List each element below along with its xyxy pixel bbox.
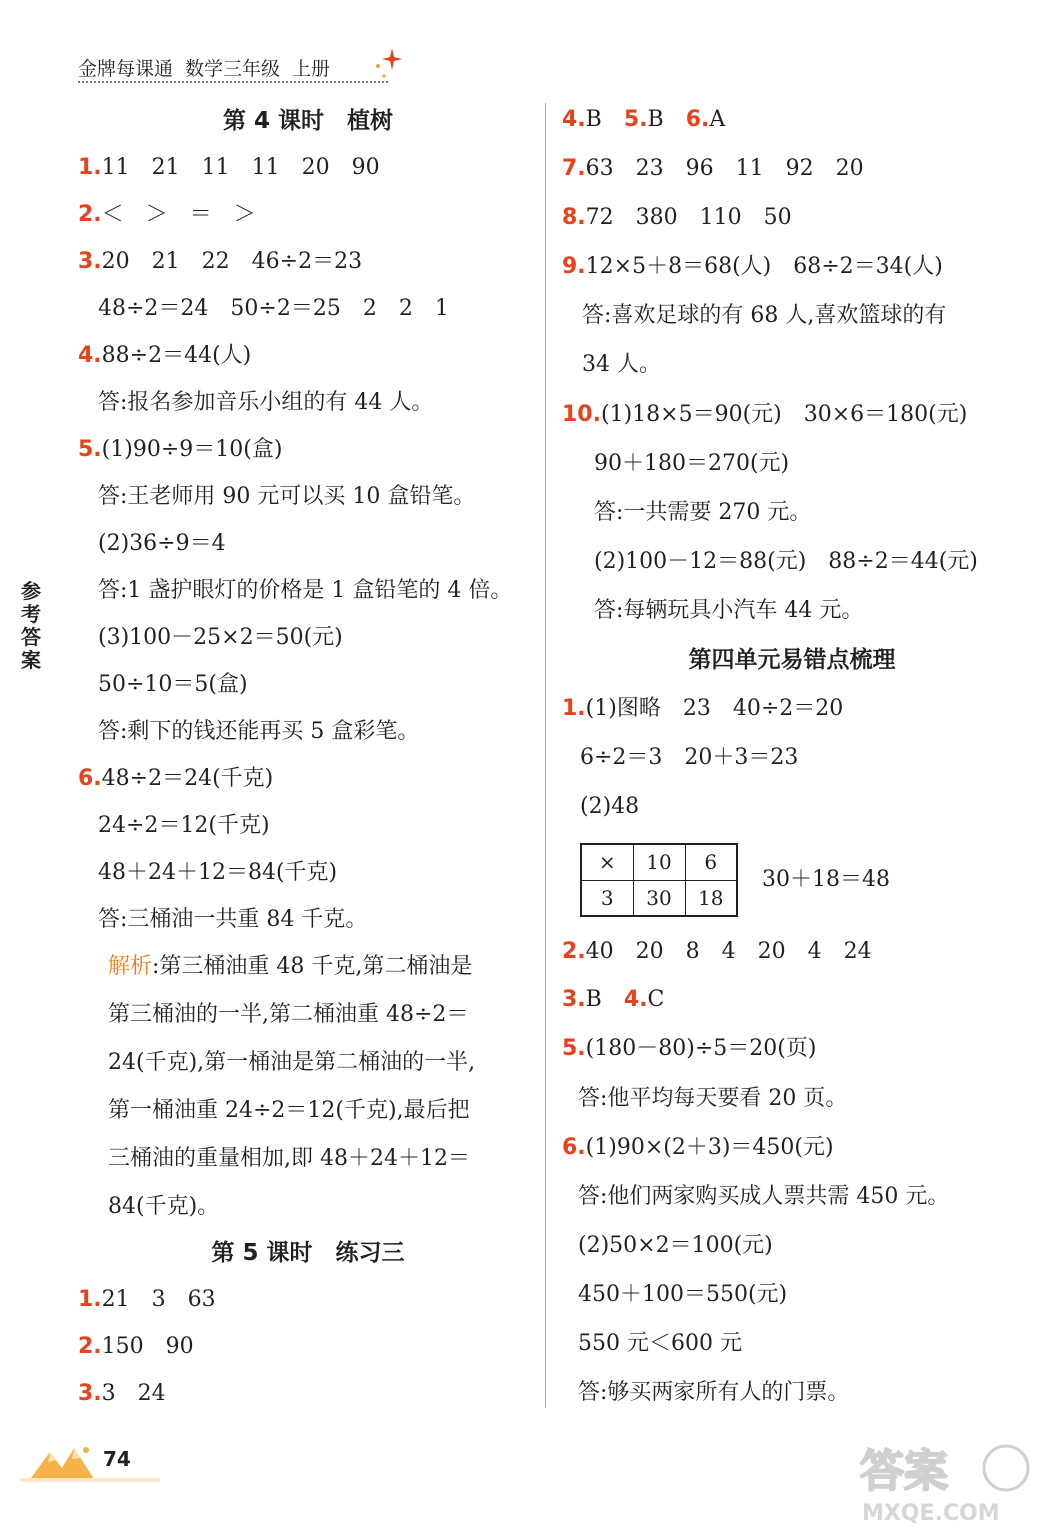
answer-line: 90＋180＝270(元): [594, 451, 790, 476]
answer-line: [78, 764, 273, 794]
answer-text: B: [647, 107, 664, 132]
answer-line: [562, 694, 843, 724]
answer-line: 450＋100＝550(元): [578, 1282, 788, 1307]
analysis-label: 解析: [108, 954, 153, 979]
answer-text: C: [647, 987, 665, 1012]
table-row: [581, 880, 737, 916]
answer-text: (1)图略 23 40÷2＝20: [585, 696, 844, 721]
side-label: 参考答案: [21, 579, 41, 672]
column-divider: [545, 103, 546, 1408]
answer-line: 6÷2＝3 20＋3＝23: [580, 745, 799, 770]
analysis-line: 24(千克),第一桶油是第二桶油的一半,: [108, 1050, 476, 1075]
answer-text: 12×5＋8＝68(人) 68÷2＝34(人): [585, 254, 943, 279]
watermark-bottom-text: MXQE.COM: [862, 1501, 1000, 1526]
question-number: 2.: [78, 202, 102, 227]
answer-line: 答:1 盏护眼灯的价格是 1 盒铅笔的 4 倍。: [98, 578, 513, 603]
header-title: [78, 54, 342, 81]
page-number: 74: [103, 1447, 131, 1471]
answer-text: 48÷2＝24(千克): [101, 766, 274, 791]
answer-line: 30＋18＝48: [762, 867, 890, 892]
table-row: [581, 844, 737, 880]
section-heading: 第 4 课时 植树: [222, 108, 394, 134]
question-number: 4.: [78, 343, 102, 368]
answer-text: (180－80)÷5＝20(页): [585, 1036, 817, 1061]
answer-line: 答:够买两家所有人的门票。: [578, 1380, 850, 1405]
answer-line: [78, 435, 282, 465]
answer-text: 88÷2＝44(人): [101, 343, 252, 368]
question-number: 4.: [562, 107, 586, 132]
answer-line: 34 人。: [582, 352, 661, 377]
question-number: 2.: [78, 1334, 102, 1359]
question-number: 1.: [78, 155, 102, 180]
answer-line: [78, 153, 380, 183]
table-cell: 10: [633, 844, 685, 880]
answer-line: (2)48: [580, 794, 640, 819]
answer-line: [562, 252, 943, 282]
answer-text: (1)90×(2＋3)＝450(元): [585, 1135, 834, 1160]
multiplication-table: [580, 843, 738, 917]
analysis-line: 第一桶油重 24÷2＝12(千克),最后把: [108, 1098, 470, 1123]
answer-line: 答:每辆玩具小汽车 44 元。: [594, 598, 864, 623]
answer-line: [562, 400, 967, 430]
answer-text: 3 24: [101, 1381, 166, 1406]
question-number: 5.: [78, 437, 102, 462]
answer-line: 答:喜欢足球的有 68 人,喜欢篮球的有: [582, 303, 947, 328]
answer-line: [562, 203, 792, 233]
answer-line: (3)100－25×2＝50(元): [98, 625, 343, 650]
answer-text: B: [585, 107, 602, 132]
question-number: 7.: [562, 156, 586, 181]
answer-text: 72 380 110 50: [585, 205, 792, 230]
header-divider: [78, 81, 388, 83]
answer-text: 40 20 8 4 20 4 24: [585, 939, 872, 964]
page-header: [78, 52, 548, 92]
answer-line: 答:一共需要 270 元。: [594, 500, 812, 525]
answer-text: ＜ ＞ ＝ ＞: [101, 202, 256, 227]
question-number: 6.: [685, 107, 710, 132]
question-number: 5.: [623, 107, 648, 132]
watermark-top-text: 答案: [860, 1446, 948, 1497]
answer-line: 答:王老师用 90 元可以买 10 盒铅笔。: [98, 484, 476, 509]
answer-text: 11 21 11 11 20 90: [101, 155, 380, 180]
answer-line: [562, 1133, 834, 1163]
answer-line: 答:三桶油一共重 84 千克。: [98, 907, 368, 932]
answer-line: [562, 937, 872, 967]
answer-line: 550 元＜600 元: [578, 1331, 742, 1356]
table-cell: 30: [633, 880, 685, 916]
question-number: 2.: [562, 939, 586, 964]
answer-text: 150 90: [101, 1334, 194, 1359]
answer-text: 20 21 22 46÷2＝23: [101, 249, 363, 274]
table-cell: 6: [685, 844, 737, 880]
answer-line: [78, 200, 256, 230]
question-number: 6.: [78, 766, 102, 791]
table-cell: 3: [581, 880, 633, 916]
answer-text: (1)90÷9＝10(盒): [101, 437, 283, 462]
answer-line: [78, 247, 362, 277]
analysis-line: [108, 952, 472, 982]
question-number: 10.: [562, 402, 601, 427]
section-heading: 第四单元易错点梳理: [688, 647, 896, 673]
book-title: 金牌每课通: [78, 58, 174, 80]
answer-line: (2)36÷9＝4: [98, 531, 226, 556]
question-number: 1.: [562, 696, 586, 721]
answer-line: (2)100－12＝88(元) 88÷2＝44(元): [594, 549, 978, 574]
answer-line: 48÷2＝24 50÷2＝25 2 2 1: [98, 296, 449, 321]
answer-line: (2)50×2＝100(元): [578, 1233, 773, 1258]
answer-line: [78, 341, 251, 371]
answer-line: [562, 105, 725, 135]
answer-text: B: [585, 987, 602, 1012]
footer-divider: [20, 1478, 160, 1482]
answer-line: [78, 1285, 216, 1315]
answer-line: [562, 154, 864, 184]
analysis-line: 84(千克)。: [108, 1194, 220, 1219]
question-number: 3.: [78, 1381, 102, 1406]
answer-line: [562, 1034, 816, 1064]
answer-line: 48＋24＋12＝84(千克): [98, 860, 338, 885]
question-number: 4.: [623, 987, 648, 1012]
question-number: 5.: [562, 1036, 586, 1061]
question-number: 8.: [562, 205, 586, 230]
analysis-text: :第三桶油重 48 千克,第二桶油是: [152, 954, 473, 979]
answer-line: [562, 985, 664, 1015]
answer-text: 63 23 96 11 92 20: [585, 156, 864, 181]
answer-line: 答:报名参加音乐小组的有 44 人。: [98, 390, 434, 415]
analysis-line: 第三桶油的一半,第二桶油重 48÷2＝: [108, 1002, 469, 1027]
section-heading: 第 5 课时 练习三: [211, 1240, 405, 1266]
question-number: 9.: [562, 254, 586, 279]
answer-text: A: [709, 107, 726, 132]
answer-line: 24÷2＝12(千克): [98, 813, 270, 838]
answer-text: 21 3 63: [101, 1287, 216, 1312]
answer-line: 答:他平均每天要看 20 页。: [578, 1086, 848, 1111]
table-cell: ×: [581, 844, 633, 880]
volume-title: 上册: [292, 58, 331, 80]
answer-line: 答:他们两家购买成人票共需 450 元。: [578, 1184, 950, 1209]
watermark-logo: [856, 1438, 1036, 1528]
analysis-line: 三桶油的重量相加,即 48＋24＋12＝: [108, 1146, 470, 1171]
question-number: 3.: [562, 987, 586, 1012]
table-cell: 18: [685, 880, 737, 916]
answer-line: 50÷10＝5(盒): [98, 672, 248, 697]
subject-title: 数学三年级: [185, 58, 281, 80]
answer-line: [78, 1379, 166, 1409]
question-number: 3.: [78, 249, 102, 274]
question-number: 1.: [78, 1287, 102, 1312]
answer-text: (1)18×5＝90(元) 30×6＝180(元): [600, 402, 968, 427]
answer-line: 答:剩下的钱还能再买 5 盒彩笔。: [98, 719, 420, 744]
sparkle-icon: [370, 44, 406, 80]
question-number: 6.: [562, 1135, 586, 1160]
answer-line: [78, 1332, 194, 1362]
